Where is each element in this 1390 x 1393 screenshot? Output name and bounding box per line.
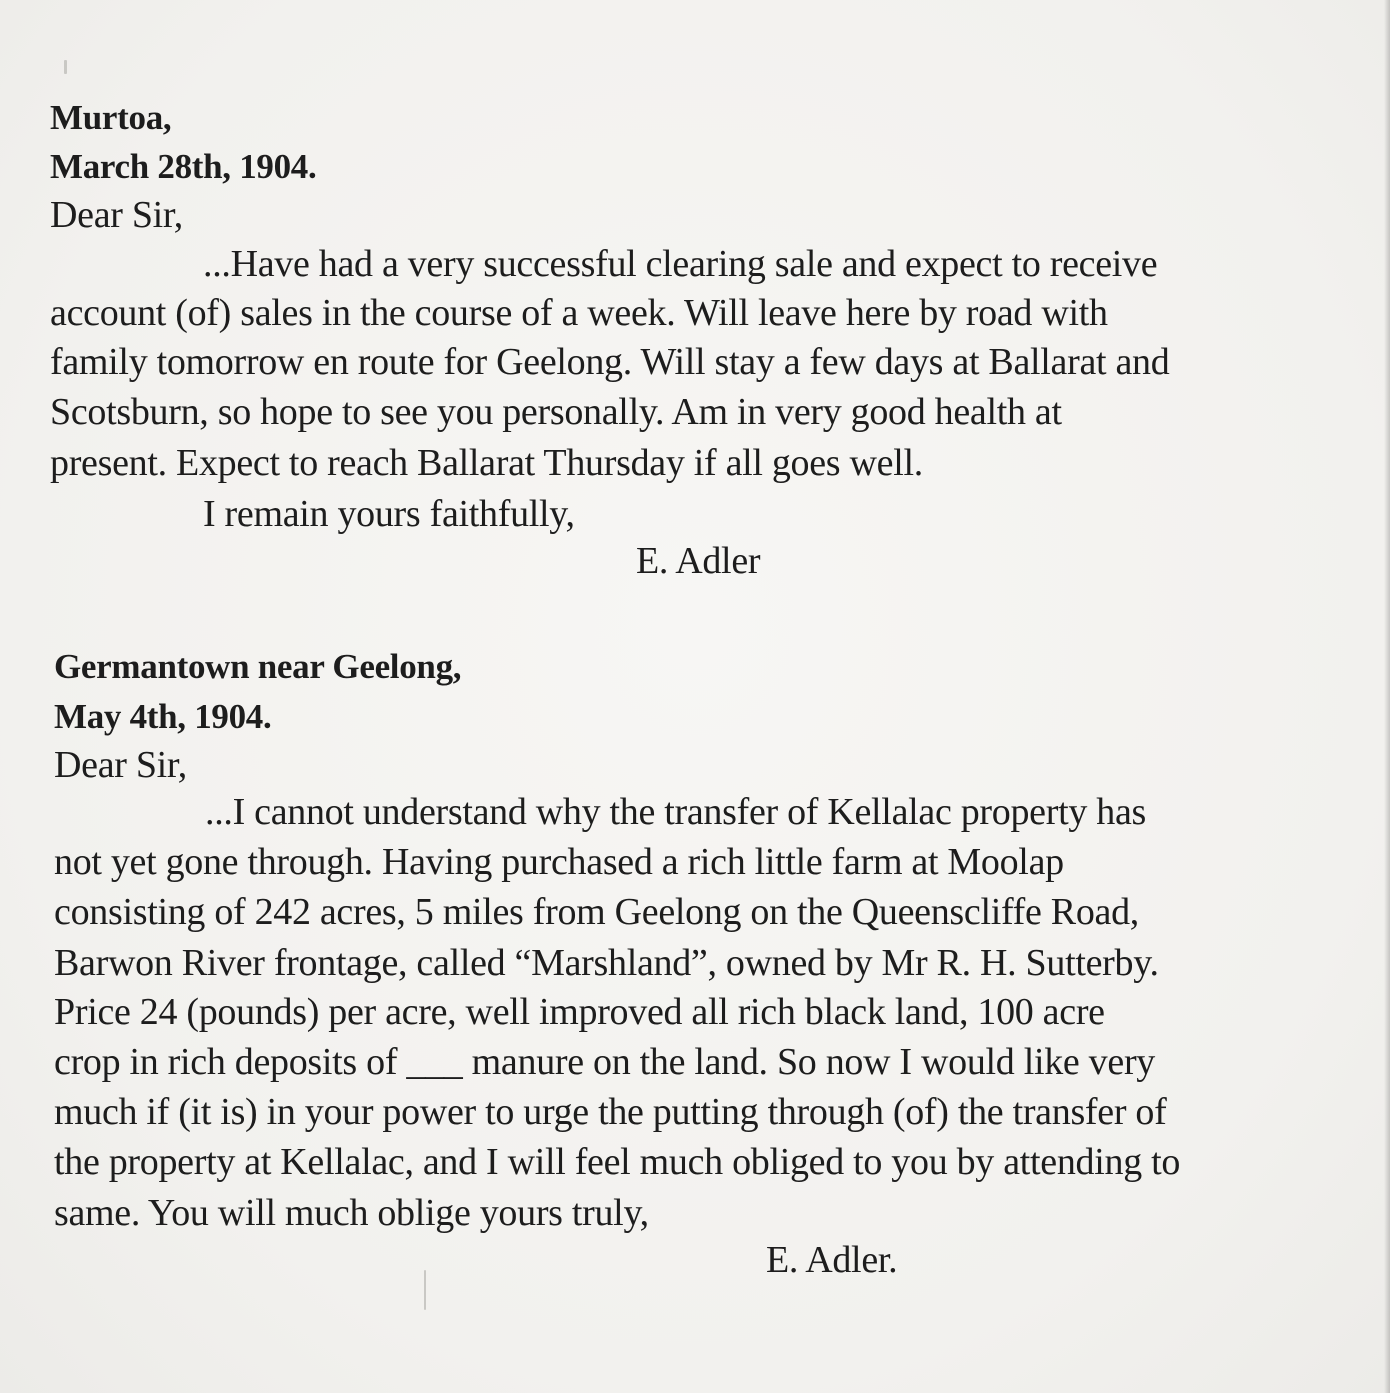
letter-2-body-line: not yet gone through. Having purchased a rich little farm at Moolap	[54, 841, 1064, 883]
letter-2-body-line: consisting of 242 acres, 5 miles from Geelong on the Queenscliffe Road,	[54, 891, 1140, 933]
letter-2-body-line: crop in rich deposits of ___ manure on the land. So now I would like very	[54, 1041, 1155, 1083]
letter-1-date: March 28th, 1904.	[50, 147, 317, 186]
letter-2-place: Germantown near Geelong,	[54, 647, 462, 686]
letter-1-signature: E. Adler	[636, 540, 761, 582]
letter-2-salutation: Dear Sir,	[54, 744, 187, 786]
letter-1-body-line: family tomorrow en route for Geelong. Will stay a few days at Ballarat and	[50, 341, 1170, 383]
letter-2-body-line: Price 24 (pounds) per acre, well improved all rich black land, 100 acre	[54, 991, 1105, 1033]
page-edge-shadow	[1384, 0, 1390, 1393]
scan-speck	[64, 60, 67, 74]
letter-2-body-line: same. You will much oblige yours truly,	[54, 1192, 649, 1234]
letter-1-closing: I remain yours faithfully,	[203, 493, 575, 535]
letter-1-place: Murtoa,	[50, 98, 172, 137]
letter-2-signature: E. Adler.	[766, 1239, 898, 1281]
letter-1-body-line: account (of) sales in the course of a week. Will leave here by road with	[50, 292, 1108, 334]
letter-1-body-line: present. Expect to reach Ballarat Thursday if all goes well.	[50, 442, 923, 484]
letter-2-body-line: the property at Kellalac, and I will feel much obliged to you by attending to	[54, 1141, 1181, 1183]
letter-2-body-line: much if (it is) in your power to urge the putting through (of) the transfer of	[54, 1091, 1167, 1133]
letter-2-body-line: ...I cannot understand why the transfer of Kellalac property has	[205, 791, 1147, 833]
letter-1-salutation: Dear Sir,	[50, 194, 183, 236]
letter-1-body-line: ...Have had a very successful clearing sale and expect to receive	[203, 243, 1158, 285]
letter-2-body-line: Barwon River frontage, called “Marshland”, owned by Mr R. H. Sutterby.	[54, 942, 1159, 984]
letter-1-body-line: Scotsburn, so hope to see you personally. Am in very good health at	[50, 391, 1062, 433]
letter-2-date: May 4th, 1904.	[54, 697, 272, 736]
scan-speck	[424, 1270, 426, 1310]
